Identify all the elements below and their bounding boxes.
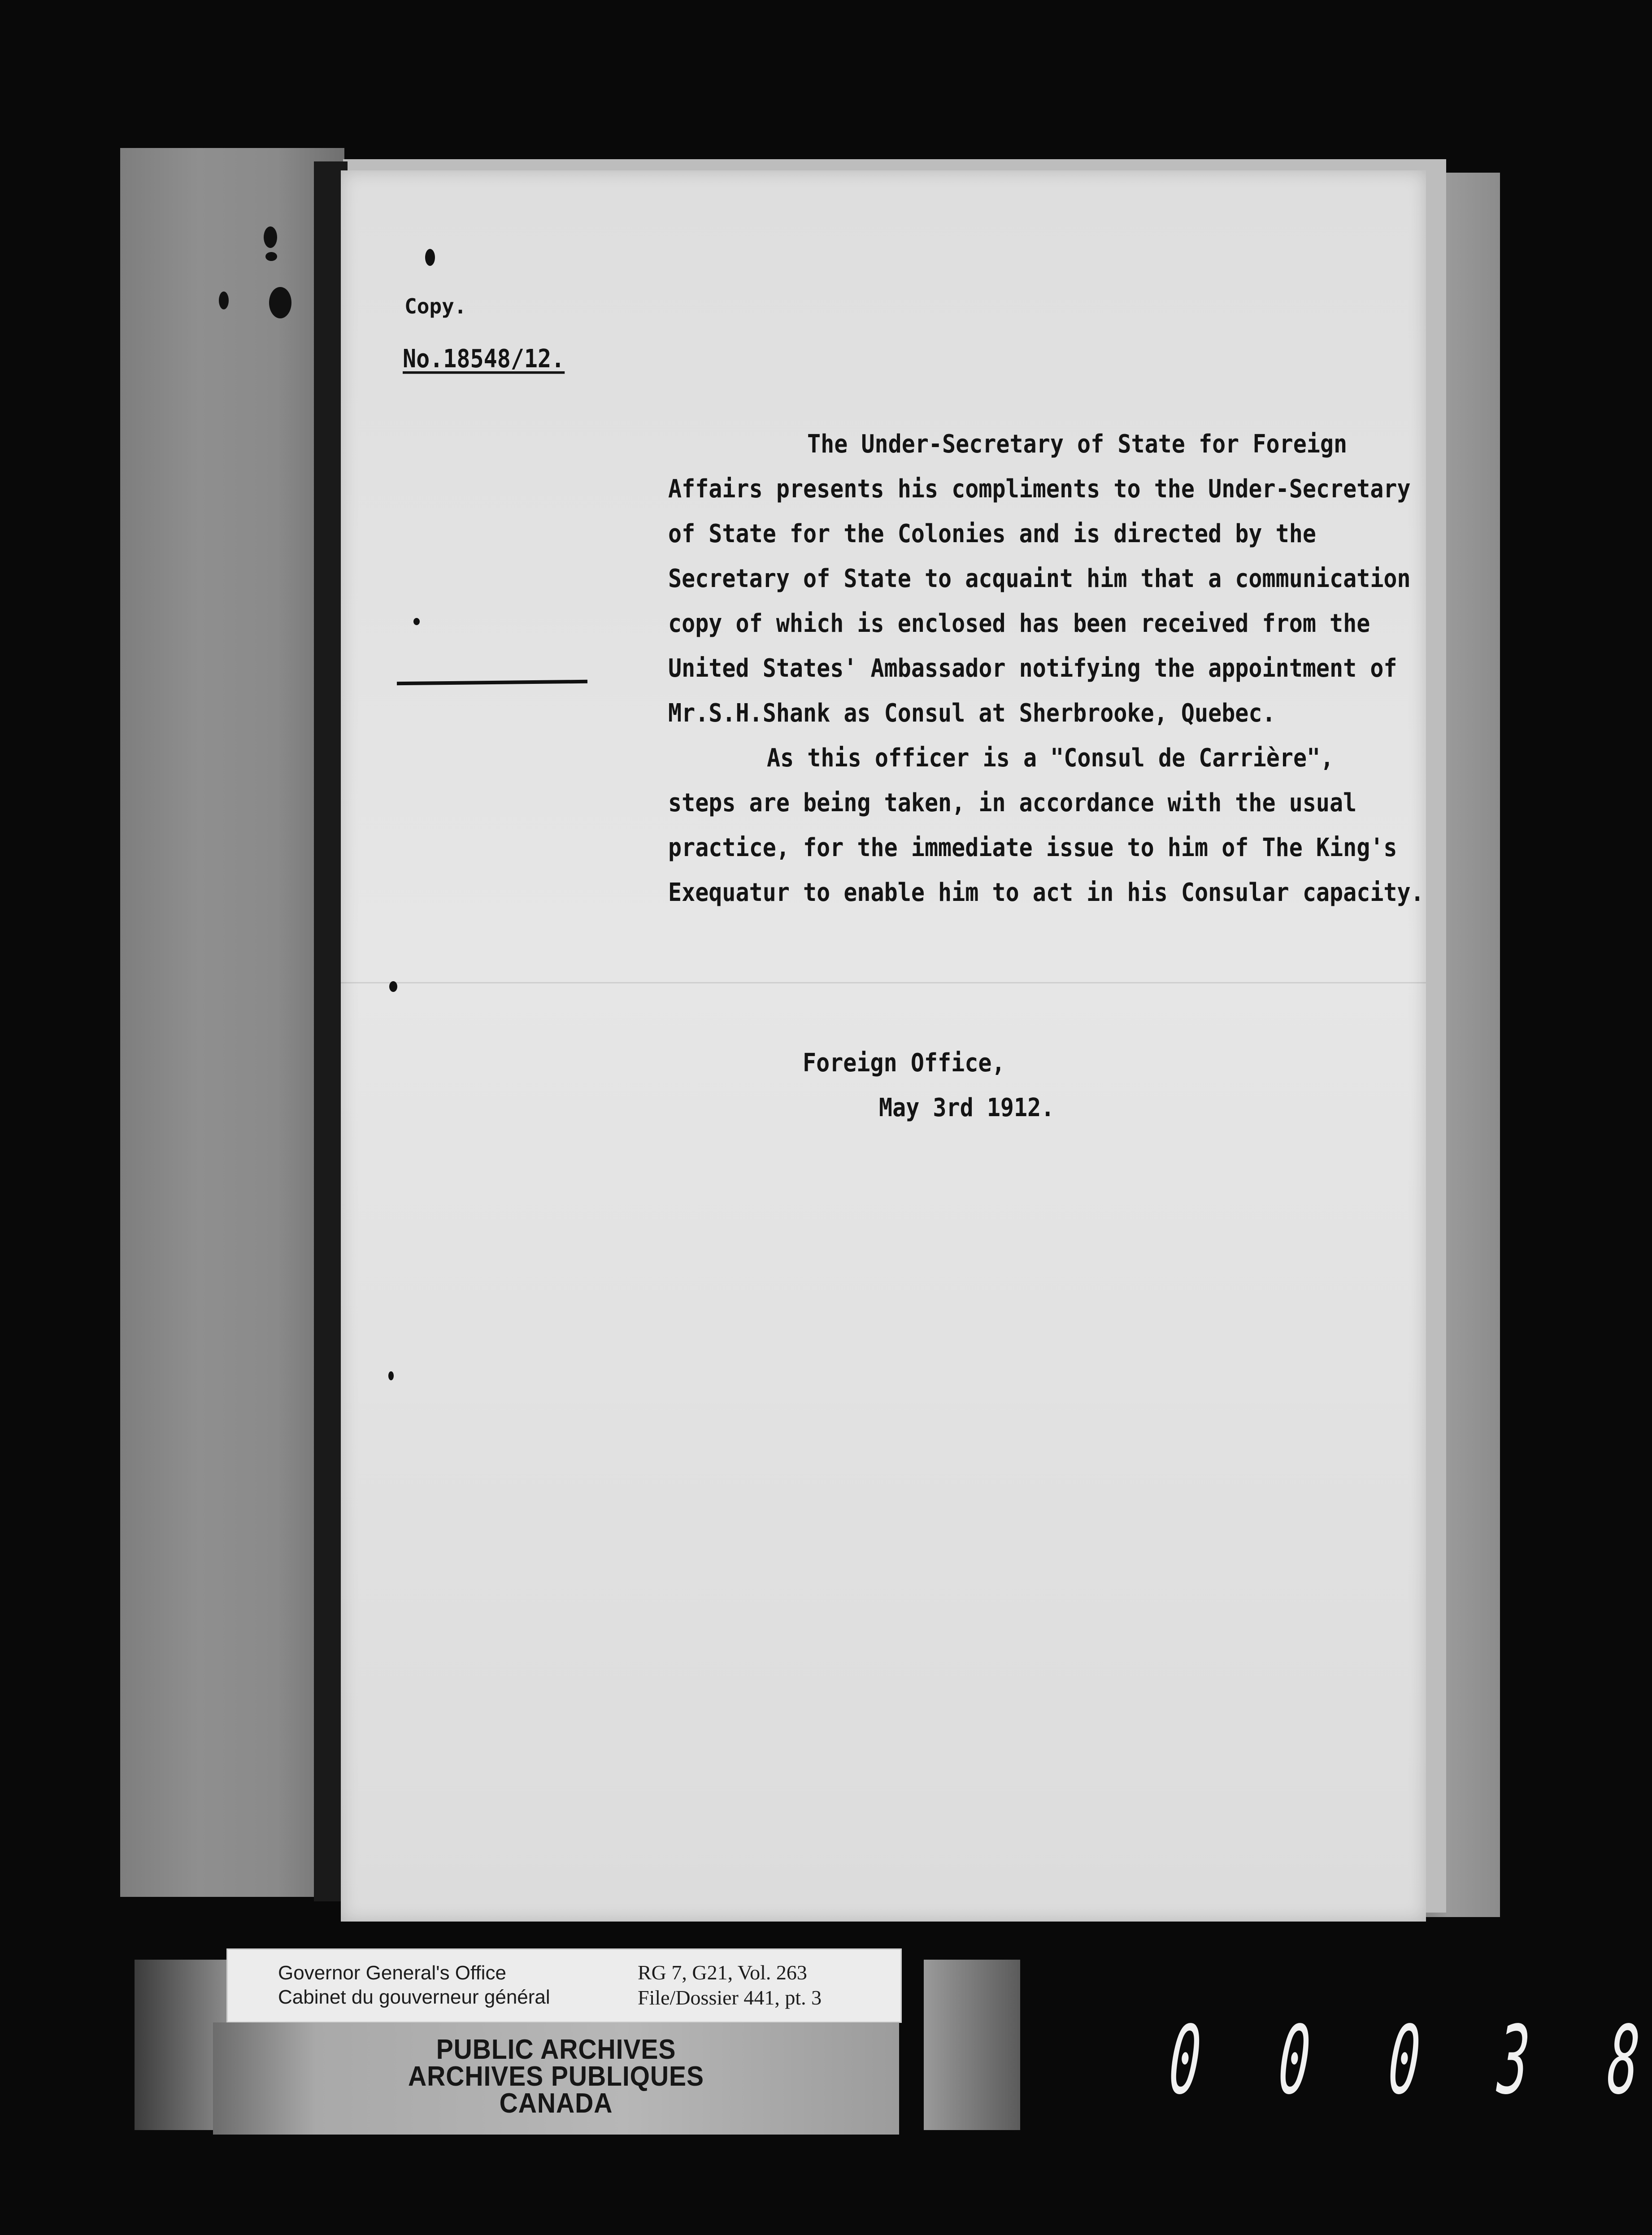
archive-reference-label: [226, 1948, 902, 2023]
ink-mark: [269, 287, 291, 318]
ink-mark: [219, 291, 229, 309]
body-line: The Under-Secretary of State for Foreign: [807, 429, 1348, 459]
ink-mark: [413, 618, 420, 625]
archives-french: ARCHIVES PUBLIQUES: [408, 2061, 704, 2092]
copy-label: Copy.: [404, 294, 467, 318]
date-line: May 3rd 1912.: [879, 1093, 1055, 1122]
archives-english: PUBLIC ARCHIVES: [436, 2034, 676, 2065]
frame-digit: 8: [1604, 2005, 1643, 2115]
fold-line: [341, 982, 1426, 983]
sender-line: Foreign Office,: [803, 1048, 1005, 1078]
ink-mark: [425, 249, 435, 266]
body-line: United States' Ambassador notifying the appointment of: [668, 653, 1397, 683]
archives-country: CANADA: [499, 2088, 613, 2119]
frame-digit: 0: [1385, 2005, 1423, 2115]
office-english: Governor General's Office: [278, 1962, 506, 1984]
body-line: Secretary of State to acquaint him that a communication: [668, 564, 1411, 593]
office-french: Cabinet du gouverneur général: [278, 1986, 550, 2008]
body-line: of State for the Colonies and is directed by the: [668, 519, 1316, 548]
body-line: Exequatur to enable him to act in his Consular capacity.: [668, 878, 1424, 907]
frame-digit: 3: [1495, 2005, 1533, 2115]
frame-number: [1157, 2005, 1652, 2115]
frame-digit: 0: [1276, 2005, 1313, 2115]
body-line: steps are being taken, in accordance with the usual: [668, 788, 1357, 817]
film-edge-right: [924, 1960, 1020, 2130]
ink-mark: [388, 1371, 394, 1380]
ink-mark: [265, 252, 277, 261]
body-line: Affairs presents his compliments to the Under-Secretary: [668, 474, 1411, 504]
record-group: RG 7, G21, Vol. 263: [638, 1961, 807, 1984]
body-line: Mr.S.H.Shank as Consul at Sherbrooke, Quebec.: [668, 698, 1276, 728]
folder-left-edge: [120, 148, 344, 1897]
file-dossier: File/Dossier 441, pt. 3: [638, 1986, 822, 2009]
body-line: practice, for the immediate issue to him of The King's: [668, 833, 1397, 862]
body-line: As this officer is a "Consul de Carrière",: [767, 743, 1334, 773]
ink-mark: [389, 981, 397, 992]
reference-number: No.18548/12.: [403, 344, 565, 374]
frame-digit: 0: [1166, 2005, 1204, 2115]
ink-mark: [264, 226, 277, 248]
body-line: copy of which is enclosed has been received from the: [668, 609, 1370, 638]
